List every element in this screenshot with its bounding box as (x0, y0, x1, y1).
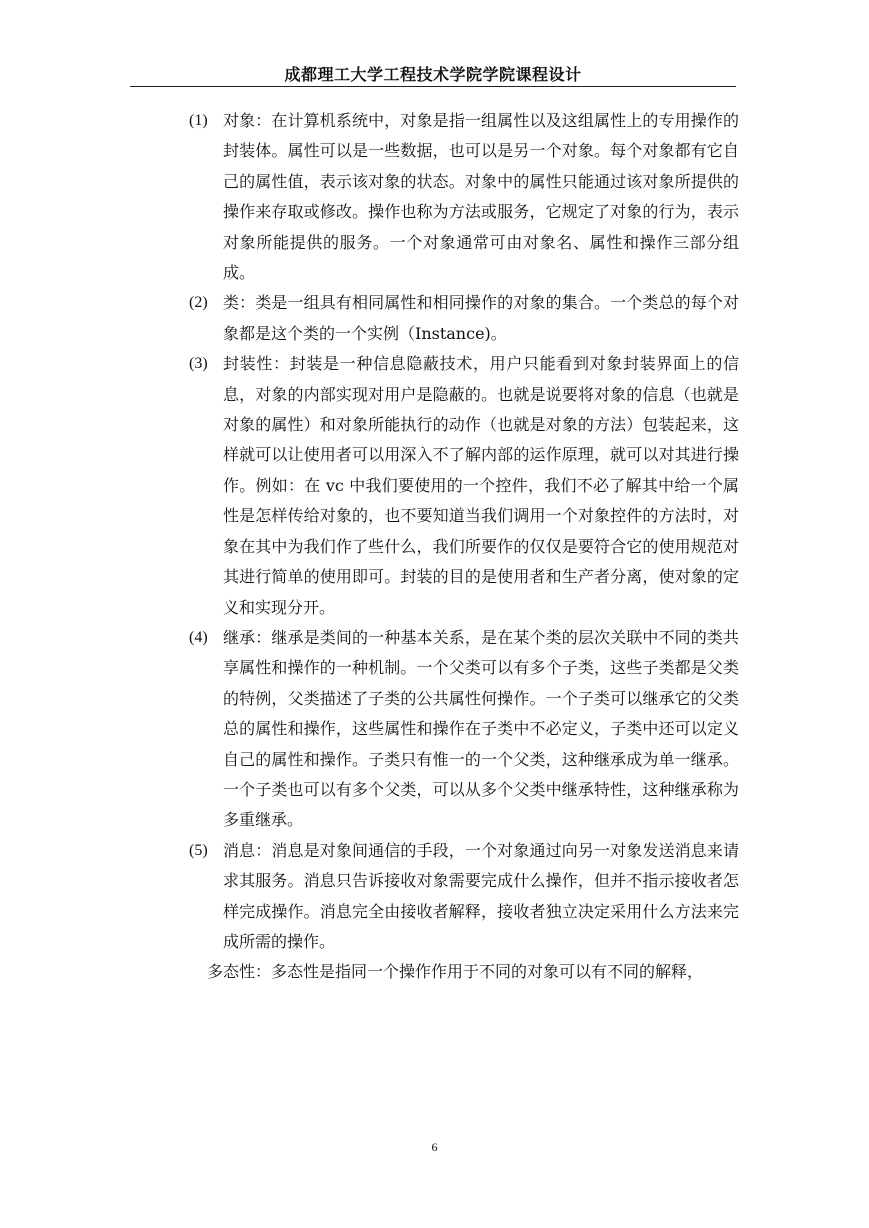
list-number: (3) (189, 355, 208, 373)
list-item-inheritance (189, 623, 739, 836)
list-number: (2) (189, 294, 208, 312)
list-item-text: 消息：消息是对象间通信的手段，一个对象通过向另一对象发送消息来请求其服务。消息只告诉接收对象需要完成什么操作，但并不指示接收者怎样完成操作。消息完全由接收者解释，接收者独立决定采用什么方法来完成所需的操作。 (223, 840, 739, 951)
list-item-text: 类：类是一组具有相同属性和相同操作的对象的集合。一个类总的每个对象都是这个类的一个实例（Instance)。 (223, 293, 739, 343)
page-header-title: 成都理工大学工程技术学院学院课程设计 (284, 65, 582, 84)
list-item-class (189, 288, 739, 349)
list-number: (5) (189, 841, 208, 859)
document-body (0, 106, 869, 988)
list-item-text: 继承：继承是类间的一种基本关系，是在某个类的层次关联中不同的类共享属性和操作的一种机制。一个父类可以有多个子类，这些子类都是父类的特例，父类描述了子类的公共属性何操作。一个子类可以继承它的父类总的属性和操作，这些属性和操作在子类中不必定义，子类中还可以定义自己的属性和操作。子类只有惟一的一个父类，这种继承成为单一继承。一个子类也可以有多个父类，可以从多个父类中继承特性，这种继承称为多重继承。 (223, 627, 739, 830)
polymorphism-paragraph: 多态性：多态性是指同一个操作作用于不同的对象可以有不同的解释， (207, 962, 704, 982)
list-number: (1) (189, 112, 208, 129)
list-number: (4) (189, 628, 208, 646)
list-item-encapsulation (189, 349, 739, 623)
header-divider (130, 86, 736, 87)
list-item-text: 对象：在计算机系统中，对象是指一组属性以及这组属性上的专用操作的封装体。属性可以是一些数据，也可以是另一个对象。每个对象都有它自己的属性值，表示该对象的状态。对象中的属性只能通过该对象所提供的操作来存取或修改。操作也称为方法或服务，它规定了对象的行为，表示对象所能提供的服务。一个对象通常可由对象名、属性和操作三部分组成。 (223, 111, 739, 283)
list-item-message (189, 836, 739, 958)
list-item-text: 封装性：封装是一种信息隐蔽技术，用户只能看到对象封装界面上的信息，对象的内部实现对用户是隐蔽的。也就是说要将对象的信息（也就是对象的属性）和对象所能执行的动作（也就是对象的方法）包装起来，这样就可以让使用者可以用深入不了解内部的运作原理，就可以对其进行操作。例如：在 vc 中我们要使用的一个控件，我们不必了解其中给一个属性是怎样传给对象的，也不要知道当我们调用一个对象控件的方法时，对象在其中为我们作了些什么，我们所要作的仅仅是要符合它的使用规范对其进行简单的使用即可。封装的目的是使用者和生产者分离，使对象的定义和实现分开。 (223, 354, 739, 617)
list-item-object (189, 106, 739, 288)
page-number: 6 (431, 1140, 438, 1154)
